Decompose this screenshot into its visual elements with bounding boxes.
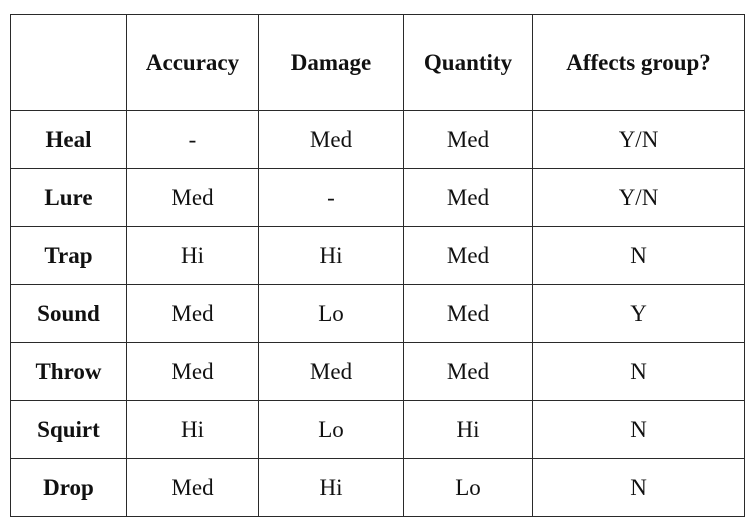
cell-affects-group: Y/N xyxy=(533,111,745,169)
cell-damage: Hi xyxy=(259,459,404,517)
cell-damage: Med xyxy=(259,111,404,169)
gag-attributes-table xyxy=(10,14,745,517)
cell-damage: Lo xyxy=(259,285,404,343)
table-row xyxy=(11,459,745,517)
row-label: Lure xyxy=(11,169,127,227)
row-label: Heal xyxy=(11,111,127,169)
cell-accuracy: Med xyxy=(127,459,259,517)
table-row xyxy=(11,343,745,401)
cell-affects-group: N xyxy=(533,459,745,517)
cell-accuracy: Hi xyxy=(127,401,259,459)
gag-attributes-table-container xyxy=(10,14,745,517)
table-row xyxy=(11,285,745,343)
cell-affects-group: Y xyxy=(533,285,745,343)
cell-accuracy: - xyxy=(127,111,259,169)
cell-quantity: Med xyxy=(404,227,533,285)
row-label: Squirt xyxy=(11,401,127,459)
cell-quantity: Med xyxy=(404,169,533,227)
cell-damage: Hi xyxy=(259,227,404,285)
row-label: Throw xyxy=(11,343,127,401)
header-row xyxy=(11,15,745,111)
header-affects-group: Affects group? xyxy=(533,15,745,111)
table-row xyxy=(11,227,745,285)
row-label: Sound xyxy=(11,285,127,343)
cell-quantity: Med xyxy=(404,111,533,169)
cell-accuracy: Med xyxy=(127,343,259,401)
cell-damage: Lo xyxy=(259,401,404,459)
cell-quantity: Lo xyxy=(404,459,533,517)
row-label: Trap xyxy=(11,227,127,285)
cell-quantity: Med xyxy=(404,343,533,401)
cell-accuracy: Hi xyxy=(127,227,259,285)
header-damage: Damage xyxy=(259,15,404,111)
cell-damage: Med xyxy=(259,343,404,401)
cell-affects-group: N xyxy=(533,343,745,401)
cell-affects-group: N xyxy=(533,401,745,459)
table-row xyxy=(11,111,745,169)
cell-affects-group: N xyxy=(533,227,745,285)
header-corner-cell xyxy=(11,15,127,111)
table-row xyxy=(11,169,745,227)
cell-affects-group: Y/N xyxy=(533,169,745,227)
row-label: Drop xyxy=(11,459,127,517)
header-quantity: Quantity xyxy=(404,15,533,111)
cell-quantity: Med xyxy=(404,285,533,343)
header-accuracy: Accuracy xyxy=(127,15,259,111)
cell-quantity: Hi xyxy=(404,401,533,459)
cell-accuracy: Med xyxy=(127,285,259,343)
table-row xyxy=(11,401,745,459)
cell-damage: - xyxy=(259,169,404,227)
cell-accuracy: Med xyxy=(127,169,259,227)
